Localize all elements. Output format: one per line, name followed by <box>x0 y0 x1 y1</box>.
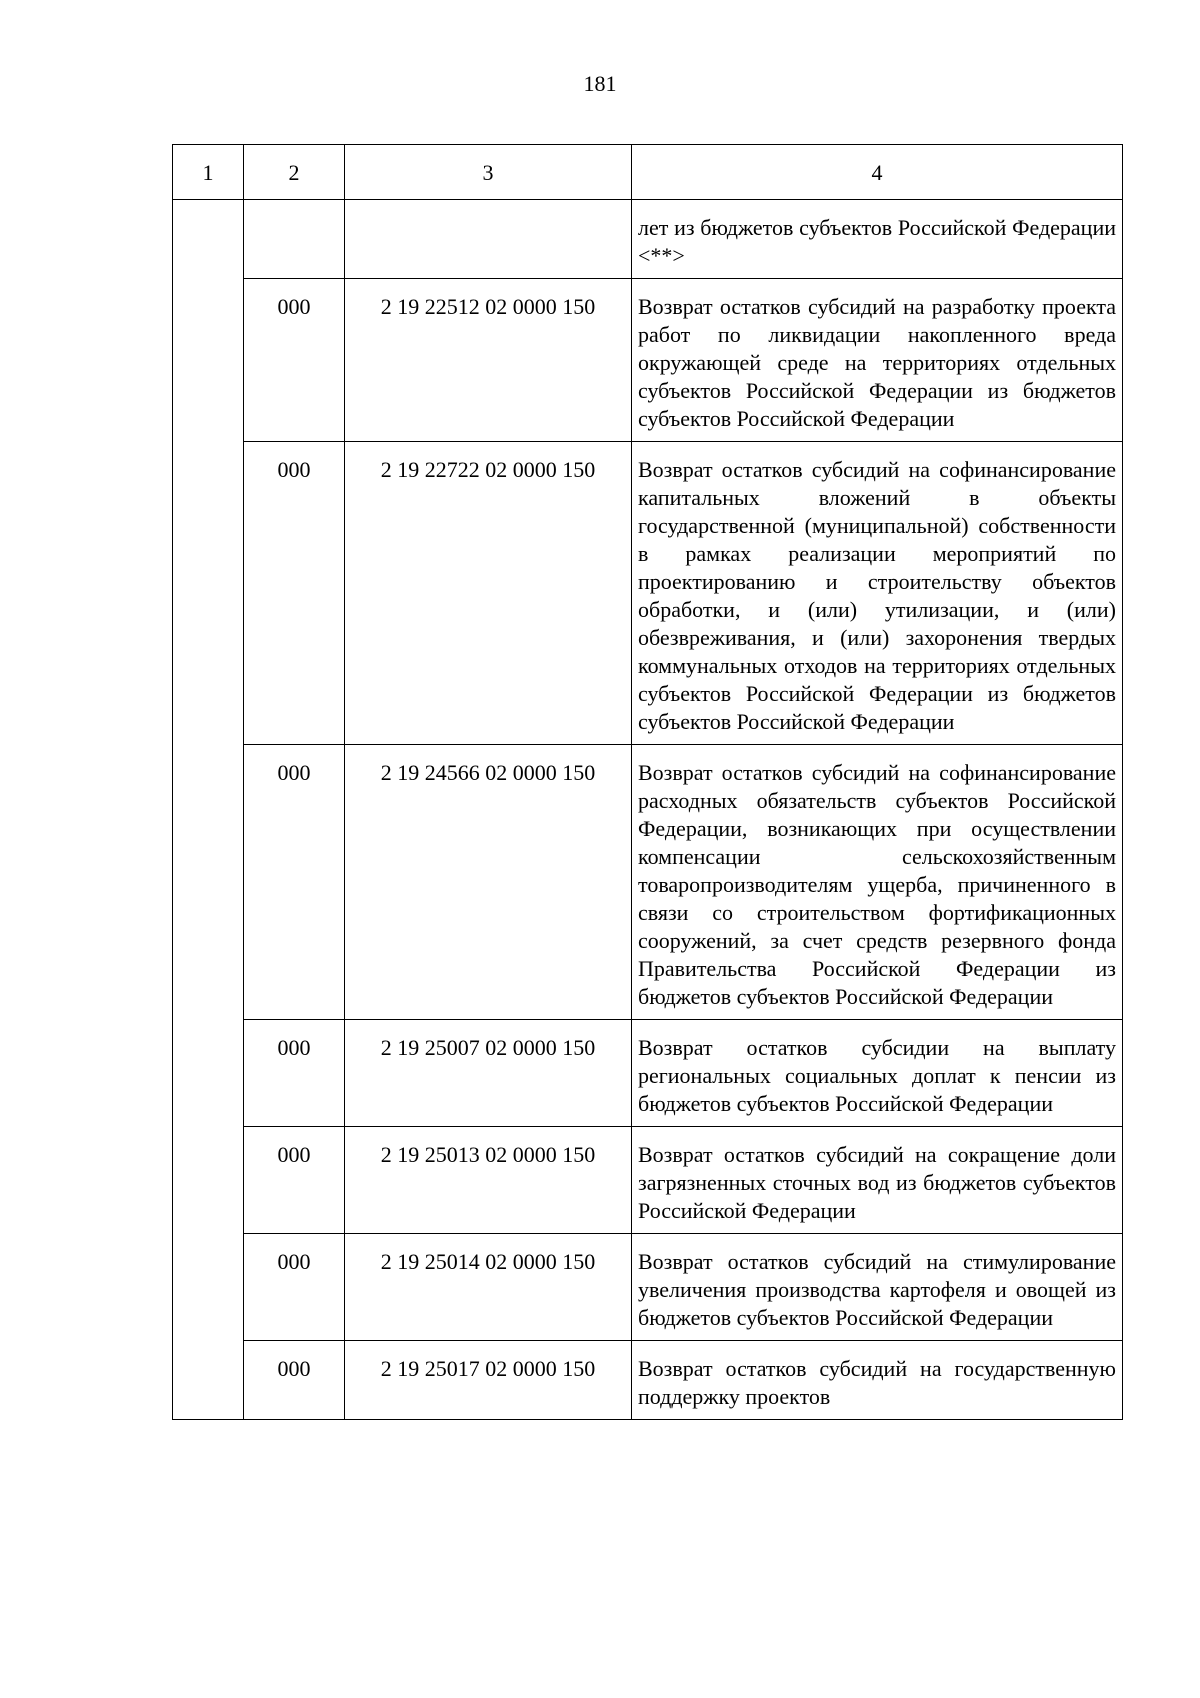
cell-description: Возврат остатков субсидий на государственную поддержку проектов <box>632 1341 1123 1420</box>
cell-admin-code: 000 <box>244 1341 345 1420</box>
table-row <box>173 1020 1123 1127</box>
table-row-continued <box>173 200 1123 279</box>
table-row <box>173 442 1123 745</box>
cell-budget-code: 2 19 22722 02 0000 150 <box>345 442 632 745</box>
col1-merged-cell <box>173 200 244 1420</box>
budget-codes-table <box>172 144 1123 1420</box>
header-col-1: 1 <box>173 145 244 200</box>
header-col-2: 2 <box>244 145 345 200</box>
table-row <box>173 1341 1123 1420</box>
cell-budget-code: 2 19 25007 02 0000 150 <box>345 1020 632 1127</box>
cell-budget-code <box>345 200 632 279</box>
cell-description: Возврат остатков субсидий на софинансирование расходных обязательств субъектов Российской Федерации, возникающих при осуществлении компенсации сельскохозяйственным товаропроизводителям ущерба, причиненного в связи со строительством фортификационных сооружений, за счет средств резервного фонда Правительства Российской Федерации из бюджетов субъектов Российской Федерации <box>632 745 1123 1020</box>
cell-budget-code: 2 19 25014 02 0000 150 <box>345 1234 632 1341</box>
cell-description: лет из бюджетов субъектов Российской Федерации <**> <box>632 200 1123 279</box>
cell-description: Возврат остатков субсидий на софинансирование капитальных вложений в объекты государственной (муниципальной) собственности в рамках реализации мероприятий по проектированию и строительству объектов обработки, и (или) утилизации, и (или) обезвреживания, и (или) захоронения твердых коммунальных отходов на территориях отдельных субъектов Российской Федерации из бюджетов субъектов Российской Федерации <box>632 442 1123 745</box>
cell-budget-code: 2 19 25017 02 0000 150 <box>345 1341 632 1420</box>
page-number: 181 <box>583 71 617 96</box>
table-row <box>173 745 1123 1020</box>
header-col-3: 3 <box>345 145 632 200</box>
table-row <box>173 279 1123 442</box>
cell-admin-code: 000 <box>244 745 345 1020</box>
cell-description: Возврат остатков субсидии на выплату региональных социальных доплат к пенсии из бюджетов субъектов Российской Федерации <box>632 1020 1123 1127</box>
cell-admin-code <box>244 200 345 279</box>
cell-budget-code: 2 19 24566 02 0000 150 <box>345 745 632 1020</box>
cell-admin-code: 000 <box>244 1234 345 1341</box>
table-row <box>173 1234 1123 1341</box>
table-header-row <box>173 145 1123 200</box>
cell-description: Возврат остатков субсидий на сокращение доли загрязненных сточных вод из бюджетов субъектов Российской Федерации <box>632 1127 1123 1234</box>
cell-admin-code: 000 <box>244 442 345 745</box>
cell-admin-code: 000 <box>244 1127 345 1234</box>
table-row <box>173 1127 1123 1234</box>
header-col-4: 4 <box>632 145 1123 200</box>
cell-description: Возврат остатков субсидий на стимулирование увеличения производства картофеля и овощей из бюджетов субъектов Российской Федерации <box>632 1234 1123 1341</box>
cell-budget-code: 2 19 22512 02 0000 150 <box>345 279 632 442</box>
cell-admin-code: 000 <box>244 279 345 442</box>
cell-budget-code: 2 19 25013 02 0000 150 <box>345 1127 632 1234</box>
cell-description: Возврат остатков субсидий на разработку проекта работ по ликвидации накопленного вреда окружающей среде на территориях отдельных субъектов Российской Федерации из бюджетов субъектов Российской Федерации <box>632 279 1123 442</box>
cell-admin-code: 000 <box>244 1020 345 1127</box>
